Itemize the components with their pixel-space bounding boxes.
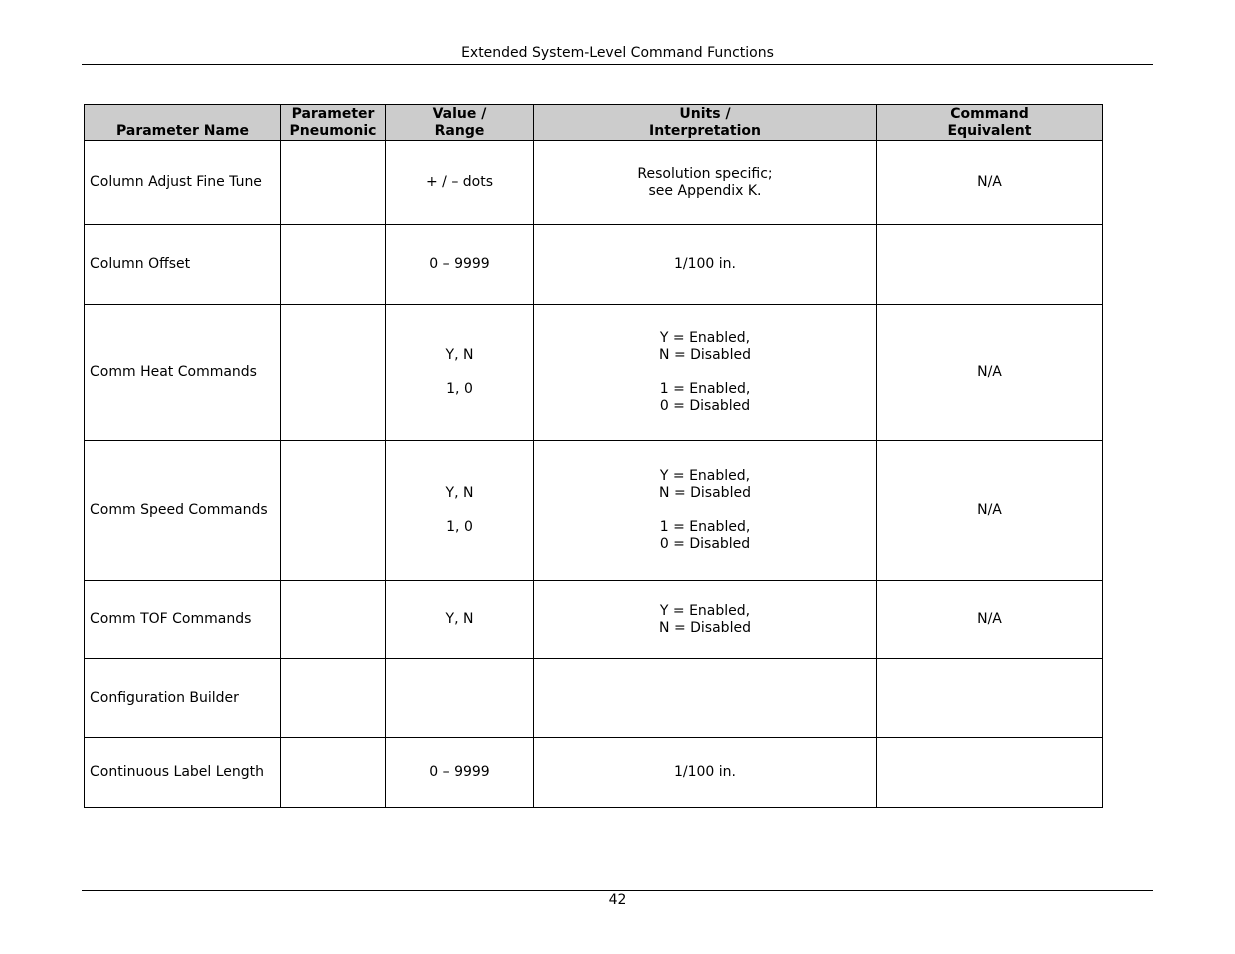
cell-text-line: 0 – 9999: [429, 256, 490, 272]
table-body: [85, 141, 1103, 808]
cell-value-range: [386, 141, 534, 225]
cell-value-range: [386, 581, 534, 659]
column-header-parameter-pneumonic: [281, 105, 386, 141]
cell-text-line: Resolution specific;: [637, 165, 773, 182]
cell-parameter-name: Comm Speed Commands: [85, 441, 281, 581]
cell-parameter-pneumonic: [281, 305, 386, 441]
cell-text-line: 1/100 in.: [673, 256, 736, 272]
table-row: [85, 581, 1103, 659]
cell-text-line: Y = Enabled,: [659, 330, 751, 346]
cell-value-range: [386, 441, 534, 581]
parameter-table: [84, 104, 1103, 808]
cell-text-line: N/A: [977, 502, 1002, 518]
cell-units-interpretation: [534, 141, 877, 225]
page-number: 42: [608, 892, 627, 908]
line-gap: [539, 364, 871, 381]
cell-text-line: Range: [434, 123, 485, 139]
cell-text-line: N = Disabled: [659, 485, 751, 501]
cell-text-line: N/A: [977, 364, 1002, 380]
cell-text-line: Interpretation: [649, 123, 761, 139]
cell-parameter-pneumonic: [281, 441, 386, 581]
cell-units-interpretation: [534, 659, 877, 738]
cell-text-line: Equivalent: [947, 123, 1032, 139]
cell-text-line: 1 = Enabled,: [659, 519, 751, 535]
cell-parameter-pneumonic: [281, 141, 386, 225]
cell-parameter-pneumonic: [281, 225, 386, 305]
cell-text-line: Parameter: [291, 106, 375, 122]
table-row: [85, 659, 1103, 738]
cell-parameter-pneumonic: [281, 659, 386, 738]
cell-text-line: N/A: [977, 611, 1002, 627]
table-row: [85, 441, 1103, 581]
cell-parameter-name: Column Adjust Fine Tune: [85, 141, 281, 225]
cell-units-interpretation: [534, 441, 877, 581]
line-gap: [391, 502, 528, 519]
cell-text-line: 0 = Disabled: [659, 398, 751, 414]
cell-units-interpretation: [534, 305, 877, 441]
table-row: [85, 225, 1103, 305]
page-header-title: Extended System-Level Command Functions: [461, 45, 774, 61]
cell-text-line: Y = Enabled,: [659, 468, 751, 484]
cell-text-line: Units /: [679, 106, 731, 122]
cell-text-line: + / – dots: [425, 174, 494, 190]
line-gap: [391, 364, 528, 381]
cell-text-line: Command: [950, 106, 1029, 122]
cell-value-range: [386, 305, 534, 441]
cell-text-line: Y, N: [445, 347, 474, 363]
cell-value-range: [386, 738, 534, 808]
cell-parameter-name: Comm TOF Commands: [85, 581, 281, 659]
cell-command-equivalent: [877, 659, 1103, 738]
cell-parameter-name: Comm Heat Commands: [85, 305, 281, 441]
column-header-command-equivalent: [877, 105, 1103, 141]
cell-command-equivalent: [877, 581, 1103, 659]
cell-text-line: 1, 0: [446, 519, 473, 535]
footer-rule: [82, 890, 1153, 891]
cell-text-line: N/A: [977, 174, 1002, 190]
cell-command-equivalent: [877, 441, 1103, 581]
column-header-units-interpretation: [534, 105, 877, 141]
cell-text-line: Pneumonic: [289, 123, 377, 139]
header-rule: [82, 64, 1153, 65]
cell-parameter-name: Column Offset: [85, 225, 281, 305]
cell-parameter-name: Continuous Label Length: [85, 738, 281, 808]
table-row: [85, 738, 1103, 808]
cell-text-line: Value /: [432, 106, 487, 122]
cell-command-equivalent: [877, 738, 1103, 808]
cell-text-line: N = Disabled: [659, 619, 751, 636]
cell-parameter-pneumonic: [281, 738, 386, 808]
cell-units-interpretation: [534, 581, 877, 659]
cell-text-line: 1, 0: [446, 381, 473, 397]
table-header-row: [85, 105, 1103, 141]
table-row: [85, 305, 1103, 441]
cell-text-line: N = Disabled: [659, 347, 751, 363]
cell-value-range: [386, 659, 534, 738]
cell-command-equivalent: [877, 225, 1103, 305]
cell-text-line: Y = Enabled,: [659, 602, 751, 619]
cell-text-line: Y, N: [445, 611, 474, 627]
cell-command-equivalent: [877, 305, 1103, 441]
cell-text-line: 0 = Disabled: [659, 536, 751, 552]
column-header-parameter-name: [85, 105, 281, 141]
cell-parameter-pneumonic: [281, 581, 386, 659]
cell-value-range: [386, 225, 534, 305]
cell-command-equivalent: [877, 141, 1103, 225]
cell-text-line: 0 – 9999: [429, 764, 490, 780]
cell-units-interpretation: [534, 225, 877, 305]
line-gap: [539, 502, 871, 519]
cell-text-line: Parameter Name: [116, 123, 249, 139]
cell-text-line: see Appendix K.: [648, 182, 762, 199]
cell-units-interpretation: [534, 738, 877, 808]
cell-text-line: Y, N: [445, 485, 474, 501]
column-header-value-range: [386, 105, 534, 141]
cell-parameter-name: Configuration Builder: [85, 659, 281, 738]
cell-text-line: 1/100 in.: [673, 764, 736, 780]
table-row: [85, 141, 1103, 225]
cell-text-line: 1 = Enabled,: [659, 381, 751, 397]
